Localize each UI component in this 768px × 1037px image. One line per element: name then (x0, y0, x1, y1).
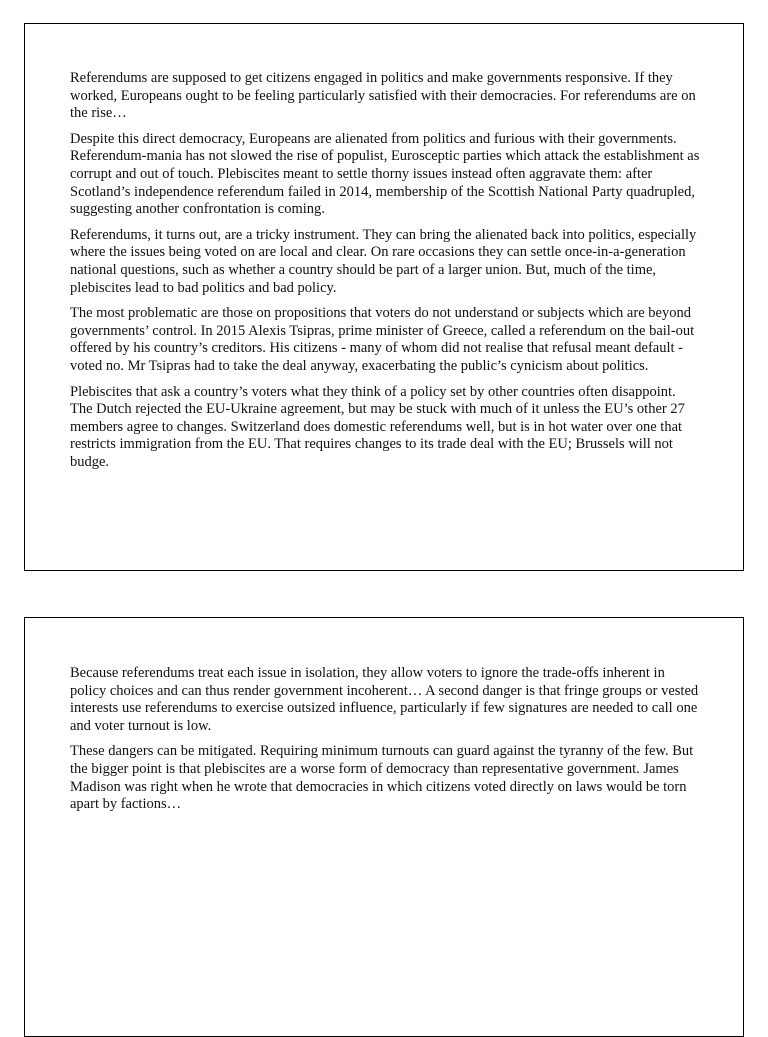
paragraph: Referendums, it turns out, are a tricky instrument. They can bring the alienated back into politics, especially where the issues being voted on are local and clear. On rare occasions they can settle once-in-a-generation national questions, such as whether a country should be part of a larger union. But, much of the time, plebiscites lead to bad politics and bad policy. (70, 226, 697, 296)
paragraph: Despite this direct democracy, Europeans are alienated from politics and furious with their governments. Referendum-mania has not slowed the rise of populist, Eurosceptic parties which attack the establishment as corrupt and out of touch. Plebiscites meant to settle thorny issues instead often aggravate them: after Scotland’s independence referendum failed in 2014, membership of the Scottish National Party quadrupled, suggesting another confrontation is coming. (70, 130, 700, 218)
page-2-text (70, 665, 700, 822)
page-1-text (70, 70, 700, 479)
paragraph: These dangers can be mitigated. Requiring minimum turnouts can guard against the tyranny of the few. But the bigger point is that plebiscites are a worse form of democracy than representative government. James Madison was right when he wrote that democracies in which citizens voted directly on laws would be torn apart by factions… (70, 743, 694, 813)
paragraph: The most problematic are those on propositions that voters do not understand or subjects which are beyond governments’ control. In 2015 Alexis Tsipras, prime minister of Greece, called a referendum on the bail-out offered by his country’s creditors. His citizens - many of whom did not realise that refusal meant default - voted no. Mr Tsipras had to take the deal anyway, exacerbating the public’s cynicism about politics. (70, 305, 695, 374)
document-page-2 (24, 617, 744, 1037)
paragraph: Referendums are supposed to get citizens engaged in politics and make governments responsive. If they worked, Europeans ought to be feeling particularly satisfied with their democracies. For referendums are on the rise… (70, 70, 696, 122)
paragraph: Plebiscites that ask a country’s voters what they think of a policy set by other countries often disappoint. The Dutch rejected the EU-Ukraine agreement, but may be stuck with much of it unless the EU’s other 27 members agree to changes. Switzerland does domestic referendums well, but is in hot water over one that restricts immigration from the EU. That requires changes to its trade deal with the EU; Brussels will not budge. (70, 383, 685, 470)
paragraph: Because referendums treat each issue in isolation, they allow voters to ignore the trade-offs inherent in policy choices and can thus render government incoherent… A second danger is that fringe groups or vested interests use referendums to exercise outsized influence, particularly if few signatures are needed to call one and voter turnout is low. (70, 665, 699, 734)
document-page-1 (24, 23, 744, 571)
